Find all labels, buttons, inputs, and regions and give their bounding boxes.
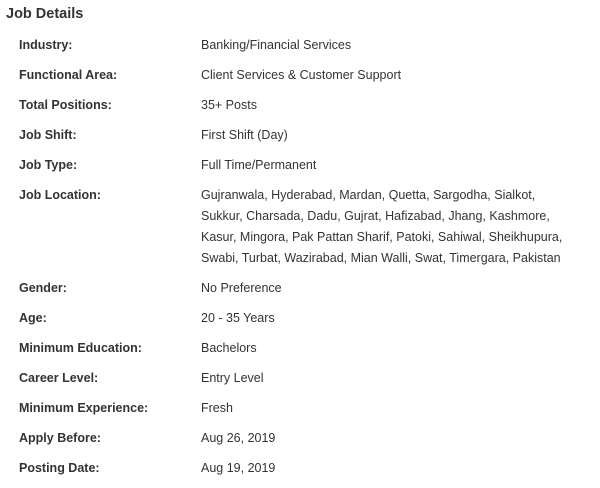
detail-value: Banking/Financial Services	[201, 38, 352, 52]
detail-label: Industry:	[19, 38, 73, 52]
detail-label: Job Shift:	[19, 128, 77, 142]
detail-row-job-shift	[19, 125, 594, 146]
detail-row-industry	[19, 35, 594, 56]
detail-label: Gender:	[19, 281, 67, 295]
detail-value: First Shift (Day)	[201, 128, 288, 142]
detail-label: Career Level:	[19, 371, 99, 385]
detail-label: Age:	[19, 311, 47, 325]
detail-label: Job Type:	[19, 158, 78, 172]
detail-value: Aug 26, 2019	[201, 431, 276, 445]
detail-row-minimum-education	[19, 338, 594, 359]
detail-label: Minimum Experience:	[19, 401, 149, 415]
detail-label: Job Location:	[19, 188, 101, 202]
detail-row-job-type	[19, 155, 594, 176]
section-title: Job Details	[6, 6, 84, 22]
detail-value: 35+ Posts	[201, 98, 257, 112]
detail-value: 20 - 35 Years	[201, 311, 275, 325]
detail-row-posting-date	[19, 458, 594, 479]
detail-value: Full Time/Permanent	[201, 158, 317, 172]
detail-label: Posting Date:	[19, 461, 100, 475]
detail-row-job-location	[19, 185, 594, 269]
detail-value: Client Services & Customer Support	[201, 68, 402, 82]
detail-row-career-level	[19, 368, 594, 389]
details-list	[19, 35, 594, 488]
detail-label: Minimum Education:	[19, 341, 142, 355]
detail-label: Total Positions:	[19, 98, 112, 112]
detail-row-apply-before	[19, 428, 594, 449]
detail-row-total-positions	[19, 95, 594, 116]
detail-row-functional-area	[19, 65, 594, 86]
detail-label: Apply Before:	[19, 431, 101, 445]
detail-value: Bachelors	[201, 341, 257, 355]
detail-value: Entry Level	[201, 371, 264, 385]
detail-row-age	[19, 308, 594, 329]
detail-row-minimum-experience	[19, 398, 594, 419]
detail-row-gender	[19, 278, 594, 299]
detail-label: Functional Area:	[19, 68, 118, 82]
detail-value: Gujranwala, Hyderabad, Mardan, Quetta, Sargodha, Sialkot, Sukkur, Charsada, Dadu, Gujrat, Hafizabad, Jhang, Kashmore, Kasur, Mingora, Pak Pattan Sharif, Patoki, Sahiwal, Sheikhupura, Swabi, Turbat, Wazirabad, Mian Walli, Swat, Timergara, Pakistan	[201, 188, 563, 265]
detail-value: Aug 19, 2019	[201, 461, 276, 475]
detail-value: No Preference	[201, 281, 282, 295]
detail-value: Fresh	[201, 401, 233, 415]
